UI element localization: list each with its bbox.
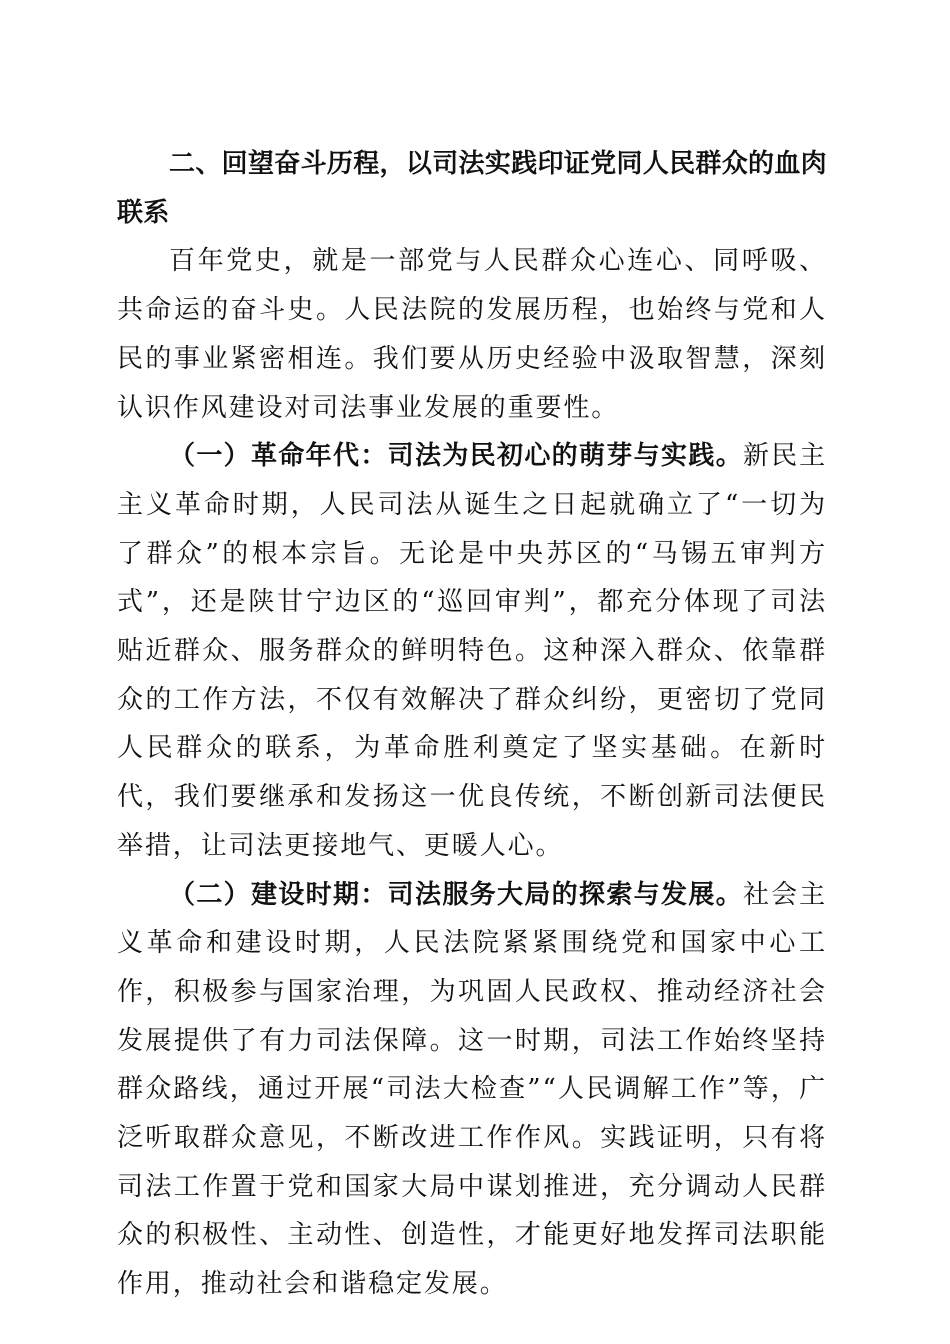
subsection-1-paragraph (117, 432, 827, 870)
subsection-2-lead: （二）建设时期：司法服务大局的探索与发展。 (169, 879, 744, 910)
document-page (117, 140, 827, 1309)
subsection-2-text: 社会主义革命和建设时期，人民法院紧紧围绕党和国家中心工作，积极参与国家治理，为巩固人民政权、推动经济社会发展提供了有力司法保障。这一时期，司法工作始终坚持群众路线，通过开展“司法大检查”“人民调解工作”等，广泛听取群众意见，不断改进工作作风。实践证明，只有将司法工作置于党和国家大局中谋划推进，充分调动人民群众的积极性、主动性、创造性，才能更好地发挥司法职能作用，推动社会和谐稳定发展。 (117, 879, 828, 1300)
section-heading: 二、回望奋斗历程，以司法实践印证党同人民群众的血肉联系 (117, 149, 827, 228)
subsection-2-paragraph (117, 871, 827, 1309)
subsection-1-lead: （一）革命年代：司法为民初心的萌芽与实践。 (169, 441, 744, 472)
subsection-1-text: 新民主主义革命时期，人民司法从诞生之日起就确立了“一切为了群众”的根本宗旨。无论是中央苏区的“马锡五审判方式”，还是陕甘宁边区的“巡回审判”，都充分体现了司法贴近群众、服务群众的鲜明特色。这种深入群众、依靠群众的工作方法，不仅有效解决了群众纠纷，更密切了党同人民群众的联系，为革命胜利奠定了坚实基础。在新时代，我们要继承和发扬这一优良传统，不断创新司法便民举措，让司法更接地气、更暖人心。 (117, 441, 828, 861)
intro-paragraph-text: 百年党史，就是一部党与人民群众心连心、同呼吸、共命运的奋斗史。人民法院的发展历程，也始终与党和人民的事业紧密相连。我们要从历史经验中汲取智慧，深刻认识作风建设对司法事业发展的重要性。 (117, 246, 827, 423)
intro-paragraph (117, 237, 827, 432)
